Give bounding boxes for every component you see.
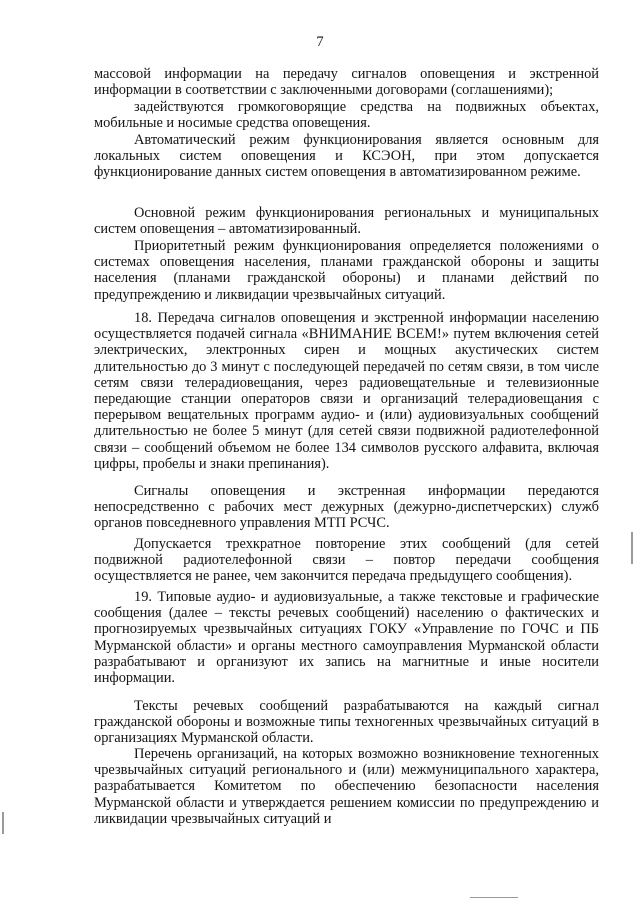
paragraph-message-texts: Тексты речевых сообщений разрабатываются на каждый сигнал гражданской обороны и возможные типы техногенных чрезвычайных ситуаций в организациях Мурманской области.: [94, 698, 599, 747]
paragraph-item-19: 19. Типовые аудио- и аудиовизуальные, а также текстовые и графические сообщения (далее – тексты речевых сообщений) населению о фактических и прогнозируемых чрезвычайных ситуациях ГОКУ «Управление по ГОЧС и ПБ Мурманской области» и органы местного самоуправления Мурманской области разрабатывают и организуют их запись на магнитные и иные носители информации.: [94, 589, 599, 687]
paragraph-loudspeakers: задействуются громкоговорящие средства на подвижных объектах, мобильные и носимые средства оповещения.: [94, 99, 599, 132]
scan-edge-mark: [2, 812, 4, 834]
paragraph-main-mode: Основной режим функционирования региональных и муниципальных систем оповещения – автоматизированный.: [94, 205, 599, 238]
paragraph-organizations-list: Перечень организаций, на которых возможно возникновение техногенных чрезвычайных ситуаций регионального и (или) межмуниципального характера, разрабатывается Комитетом по обеспечению безопасности населения Мурманской области и утверждается решением комиссии по предупреждению и ликвидации чрезвычайных ситуаций и: [94, 746, 599, 827]
paragraph-repetition: Допускается трехкратное повторение этих сообщений (для сетей подвижной радиотелефонной связи – повтор передачи сообщения осуществляется не ранее, чем закончится передача предыдущего сообщения).: [94, 536, 599, 585]
paragraph-item-18: 18. Передача сигналов оповещения и экстренной информации населению осуществляется подачей сигнала «ВНИМАНИЕ ВСЕМ!» путем включения сетей электрических, электронных сирен и мощных акустических систем длительностью до 3 минут с последующей передачей по сетям связи, в том числе сетям связи телерадиовещания, через радиовещательные и телевизионные передающие станции операторов связи и организаций телерадиовещания с перерывом вещательных программ аудио- и (или) аудиовизуальных сообщений длительностью не более 5 минут (для сетей связи подвижной радиотелефонной связи – сообщений объемом не более 134 символов русского алфавита, включая цифры, пробелы и знаки препинания).: [94, 310, 599, 472]
paragraph-signals: Сигналы оповещения и экстренная информации передаются непосредственно с рабочих мест дежурных (дежурно-диспетчерских) служб органов повседневного управления МТП РСЧС.: [94, 483, 599, 532]
scan-edge-mark: [631, 532, 633, 564]
paragraph-continuation: массовой информации на передачу сигналов оповещения и экстренной информации в соответствии с заключенными договорами (соглашениями);: [94, 66, 599, 99]
paragraph-automatic-mode: Автоматический режим функционирования является основным для локальных систем оповещения и КСЭОН, при этом допускается функционирование данных систем оповещения в автоматизированном режиме.: [94, 132, 599, 181]
paragraph-priority-mode: Приоритетный режим функционирования определяется положениями о системах оповещения населения, планами гражданской обороны и защиты населения (планами гражданской обороны) и планами действий по предупреждению и ликвидации чрезвычайных ситуаций.: [94, 238, 599, 303]
scan-bottom-line: [470, 897, 518, 898]
page-number: 7: [316, 34, 324, 50]
